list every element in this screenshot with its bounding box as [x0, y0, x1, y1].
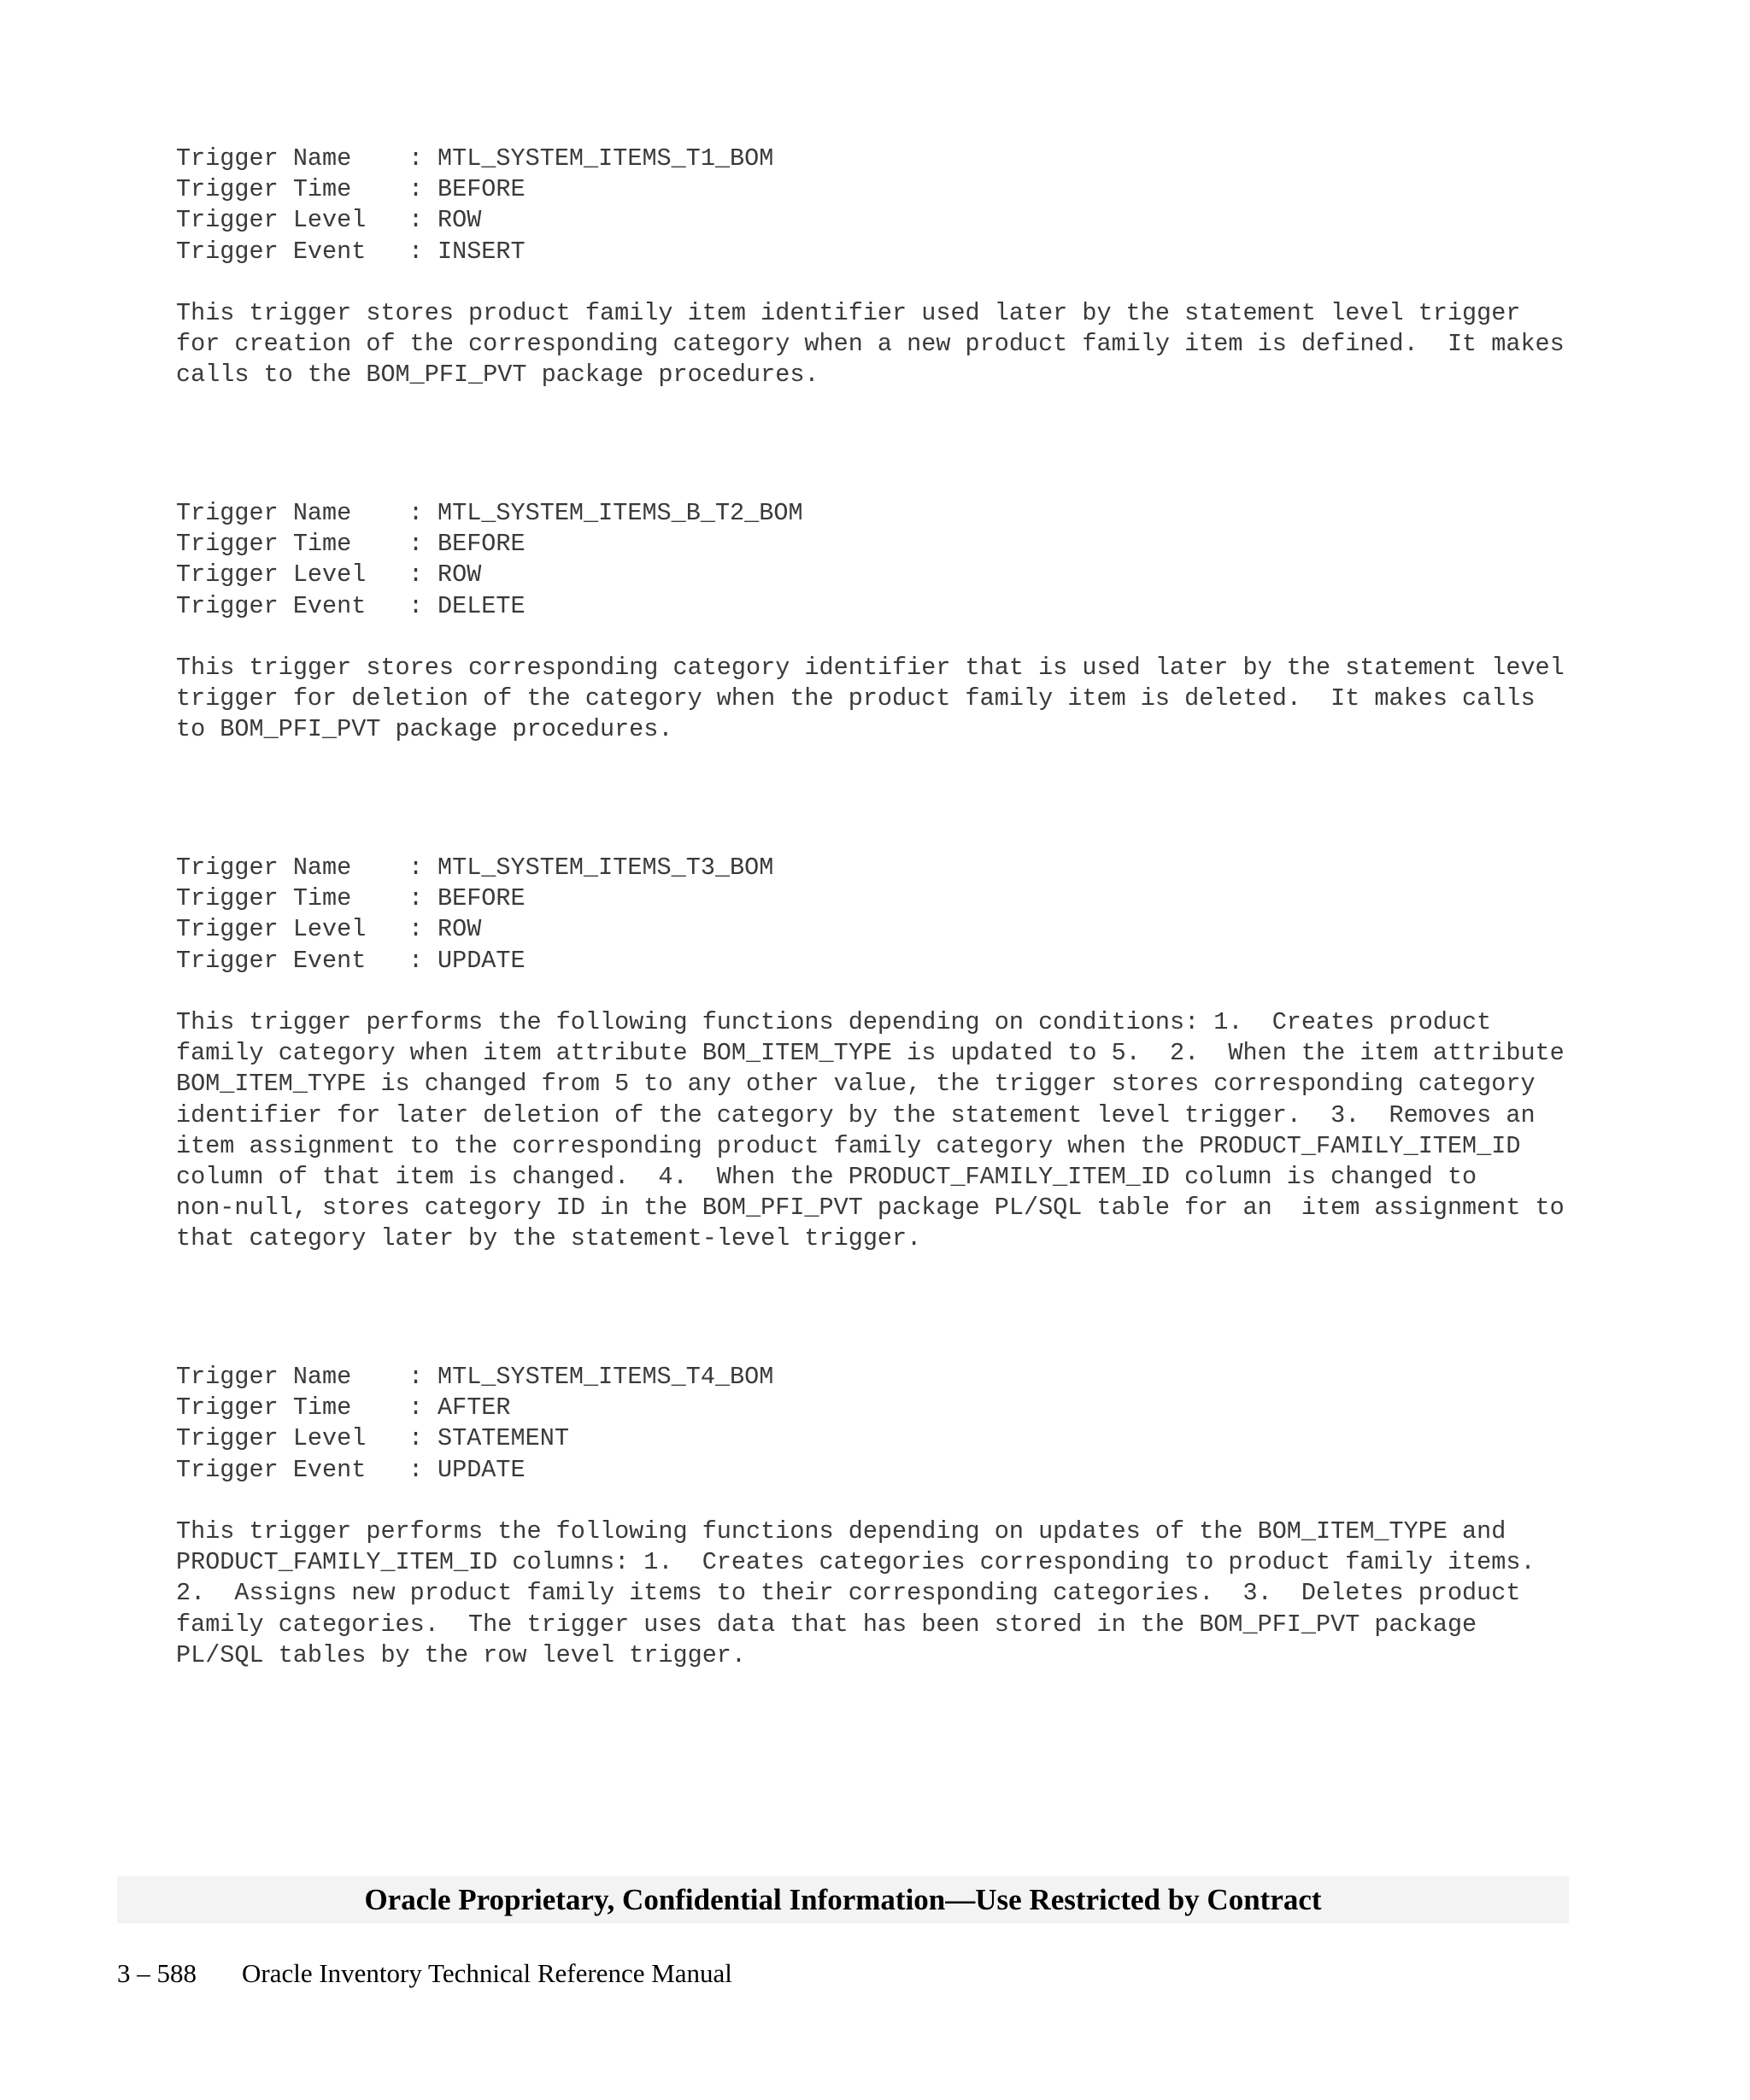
field-label: Trigger Event — [176, 1455, 367, 1484]
manual-title: Oracle Inventory Technical Reference Manual — [242, 1958, 732, 1988]
page-number: 3 – 588 — [117, 1958, 197, 1988]
trigger-description: This trigger stores product family item identifier used later by the statement level trigger for creation of the corresponding category when a new product family item is defined. It makes calls to the BOM_PFI_PVT package procedures. — [176, 299, 1565, 390]
field-label: Trigger Time — [176, 530, 352, 559]
field-separator: : — [408, 1455, 424, 1484]
trigger-event-row — [176, 237, 1577, 267]
field-label: Trigger Level — [176, 206, 367, 235]
field-label: Trigger Event — [176, 237, 367, 266]
field-separator: : — [408, 499, 424, 527]
field-value: ROW — [438, 206, 482, 235]
field-separator: : — [408, 1393, 424, 1422]
field-label: Trigger Name — [176, 499, 352, 527]
field-separator: : — [408, 591, 424, 620]
field-label: Trigger Level — [176, 1424, 367, 1453]
field-separator: : — [408, 237, 424, 266]
page-footer — [117, 1958, 732, 1989]
field-separator: : — [408, 560, 424, 590]
confidential-notice: Oracle Proprietary, Confidential Information––Use Restricted by Contract — [364, 1882, 1322, 1916]
trigger-level-row — [176, 1423, 1577, 1454]
field-separator: : — [408, 1363, 424, 1391]
field-value: MTL_SYSTEM_ITEMS_T1_BOM — [438, 144, 774, 173]
trigger-time-row — [176, 174, 1577, 205]
field-value: DELETE — [438, 591, 526, 620]
field-separator: : — [408, 884, 424, 913]
trigger-block — [176, 853, 1577, 1255]
field-value: BEFORE — [438, 175, 526, 204]
field-value: STATEMENT — [438, 1424, 569, 1453]
trigger-event-row — [176, 946, 1577, 977]
trigger-block — [176, 498, 1577, 746]
field-separator: : — [408, 530, 424, 559]
trigger-name-row — [176, 498, 1577, 529]
field-value: MTL_SYSTEM_ITEMS_B_T2_BOM — [438, 499, 803, 527]
field-separator: : — [408, 175, 424, 204]
field-value: MTL_SYSTEM_ITEMS_T3_BOM — [438, 853, 774, 882]
confidential-notice-bar — [117, 1876, 1569, 1923]
field-value: MTL_SYSTEM_ITEMS_T4_BOM — [438, 1363, 774, 1391]
field-label: Trigger Level — [176, 915, 367, 944]
trigger-event-row — [176, 1455, 1577, 1486]
field-value: BEFORE — [438, 884, 526, 913]
field-separator: : — [408, 915, 424, 944]
field-label: Trigger Time — [176, 884, 352, 913]
field-value: BEFORE — [438, 530, 526, 559]
field-value: AFTER — [438, 1393, 511, 1422]
field-label: Trigger Event — [176, 946, 367, 975]
field-value: ROW — [438, 915, 482, 944]
trigger-description: This trigger stores corresponding category identifier that is used later by the statement level trigger for deletion of the category when the product family item is deleted. It makes calls to BOM_PFI_PVT package procedures. — [176, 654, 1565, 744]
field-value: INSERT — [438, 237, 526, 266]
field-value: UPDATE — [438, 946, 526, 975]
field-separator: : — [408, 206, 424, 235]
trigger-level-row — [176, 560, 1577, 590]
trigger-block — [176, 144, 1577, 391]
field-separator: : — [408, 1424, 424, 1453]
trigger-name-row — [176, 1362, 1577, 1393]
trigger-name-row — [176, 144, 1577, 174]
field-label: Trigger Time — [176, 1393, 352, 1422]
trigger-description: This trigger performs the following functions depending on conditions: 1. Creates product family category when item attribute BOM_ITEM_TYPE is updated to 5. 2. When the item attribute BOM_ITEM_TYPE is changed from 5 to any other value, the trigger stores corresponding category identifier for later deletion of the category by the statement level trigger. 3. Removes an item assignment to the corresponding product family category when the PRODUCT_FAMILY_ITEM_ID column of that item is changed. 4. When the PRODUCT_FAMILY_ITEM_ID column is changed to non-null, stores category ID in the BOM_PFI_PVT package PL/SQL table for an item assignment to that category later by the statement-level trigger. — [176, 1008, 1565, 1253]
trigger-level-row — [176, 205, 1577, 236]
field-value: ROW — [438, 560, 482, 590]
field-label: Trigger Event — [176, 591, 367, 620]
field-label: Trigger Name — [176, 853, 352, 882]
trigger-level-row — [176, 914, 1577, 945]
trigger-block — [176, 1362, 1577, 1671]
field-separator: : — [408, 853, 424, 882]
trigger-time-row — [176, 1393, 1577, 1423]
field-label: Trigger Level — [176, 560, 367, 590]
field-label: Trigger Time — [176, 175, 352, 204]
trigger-description: This trigger performs the following functions depending on updates of the BOM_ITEM_TYPE and PRODUCT_FAMILY_ITEM_ID columns: 1. Creates categories corresponding to product family items. 2. Assigns new product family items to their corresponding categories. 3. Deletes product family categories. The trigger uses data that has been stored in the BOM_PFI_PVT package PL/SQL tables by the row level trigger. — [176, 1517, 1536, 1669]
field-separator: : — [408, 946, 424, 975]
field-label: Trigger Name — [176, 1363, 352, 1391]
field-value: UPDATE — [438, 1455, 526, 1484]
trigger-time-row — [176, 883, 1577, 914]
trigger-time-row — [176, 529, 1577, 560]
trigger-event-row — [176, 591, 1577, 622]
field-label: Trigger Name — [176, 144, 352, 173]
trigger-name-row — [176, 853, 1577, 883]
field-separator: : — [408, 144, 424, 173]
